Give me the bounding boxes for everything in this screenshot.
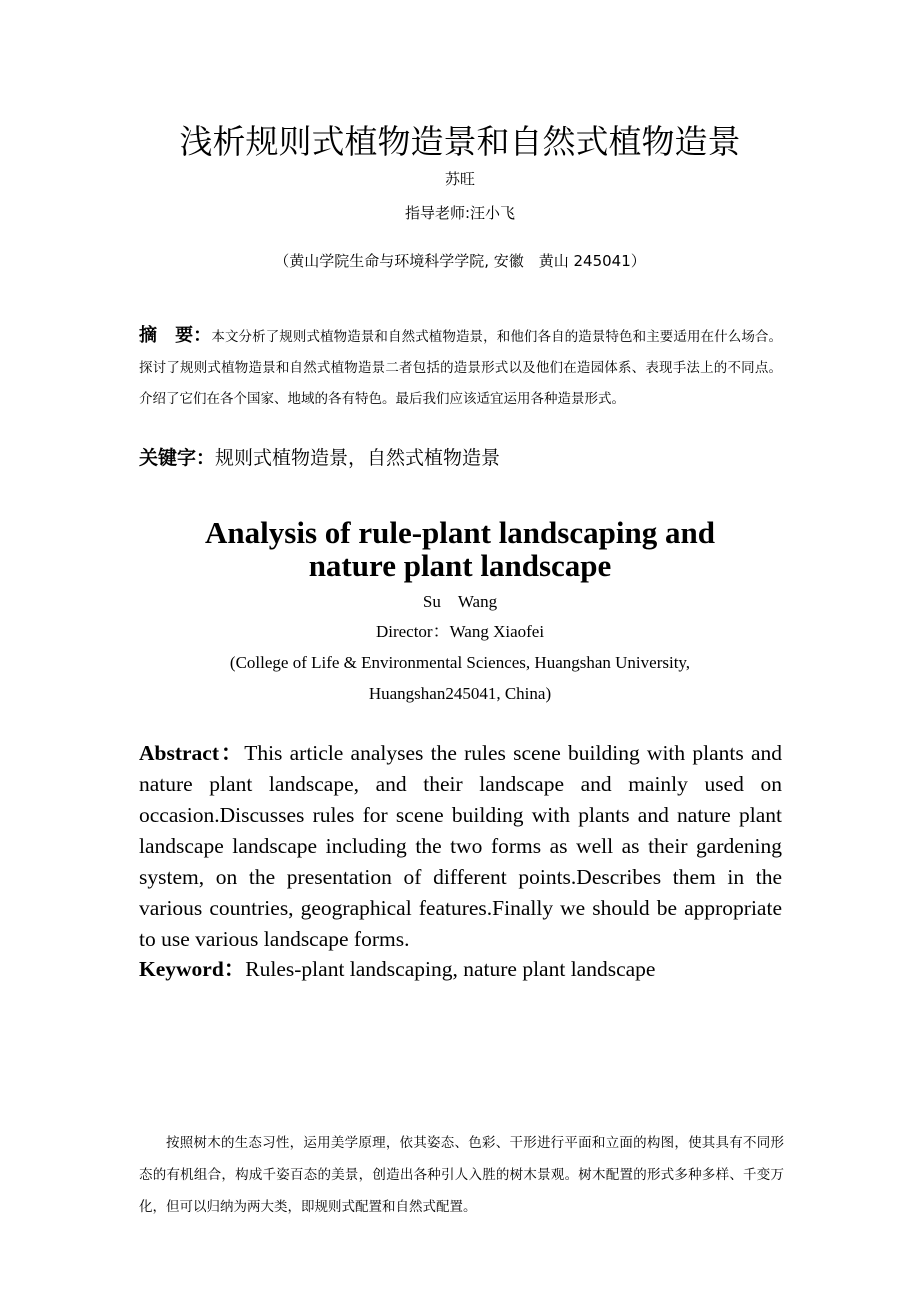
- english-keyword-text: Rules-plant landscaping, nature plant landscape: [245, 957, 656, 981]
- chinese-abstract-text: 本文分析了规则式植物造景和自然式植物造景，和他们各自的造景特色和主要适用在什么场合。探讨了规则式植物造景和自然式植物造景二者包括的造景形式以及他们在造园体系、表现手法上的不同点。介绍了它们在各个国家、地域的各有特色。最后我们应该适宜运用各种造景形式。: [139, 329, 783, 407]
- english-keyword-label: Keyword：: [139, 957, 246, 981]
- english-author: Su Wang: [422, 592, 498, 611]
- english-abstract-label: Abstract：: [139, 741, 245, 765]
- english-title-line2: nature plant landscape: [308, 548, 612, 583]
- english-abstract: [139, 738, 782, 955]
- chinese-affiliation: （黄山学院生命与环境科学学院, 安徽 黄山 245041）: [274, 252, 646, 270]
- english-affiliation-line2: Huangshan245041, China): [368, 684, 552, 703]
- chinese-keywords-text: 规则式植物造景，自然式植物造景: [215, 447, 501, 469]
- chinese-abstract-label: 摘 要：: [139, 325, 212, 346]
- english-abstract-text: This article analyses the rules scene building with plants and nature plant landscape, and their landscape and mainly used on occasion.Discusses rules for scene building with plants and nature plant landscape landscape including the two forms as well as their gardening system, on the presentation of different points.Describes them in the various countries, geographical features.Finally we should be appropriate to use various landscape forms.: [139, 741, 782, 951]
- english-keyword: [139, 954, 782, 985]
- chinese-title: 浅析规则式植物造景和自然式植物造景: [179, 122, 741, 161]
- english-title-line1: Analysis of rule-plant landscaping and: [205, 515, 715, 550]
- chinese-advisor: 指导老师:汪小飞: [404, 204, 516, 222]
- english-affiliation-line1: (College of Life & Environmental Sciences, Huangshan University,: [229, 653, 691, 672]
- chinese-keywords-label: 关键字：: [139, 447, 216, 469]
- english-title: [0, 516, 920, 582]
- chinese-keywords: [139, 441, 782, 475]
- chinese-author: 苏旺: [444, 170, 475, 188]
- english-director: Director：Wang Xiaofei: [375, 622, 545, 641]
- body-paragraph: 按照树木的生态习性，运用美学原理，依其姿态、色彩、干形进行平面和立面的构图，使其具有不同形态的有机组合，构成千姿百态的美景，创造出各种引人入胜的树木景观。树木配置的形式多种多样、千变万化，但可以归纳为两大类，即规则式配置和自然式配置。: [139, 1135, 784, 1215]
- chinese-abstract: [139, 320, 782, 415]
